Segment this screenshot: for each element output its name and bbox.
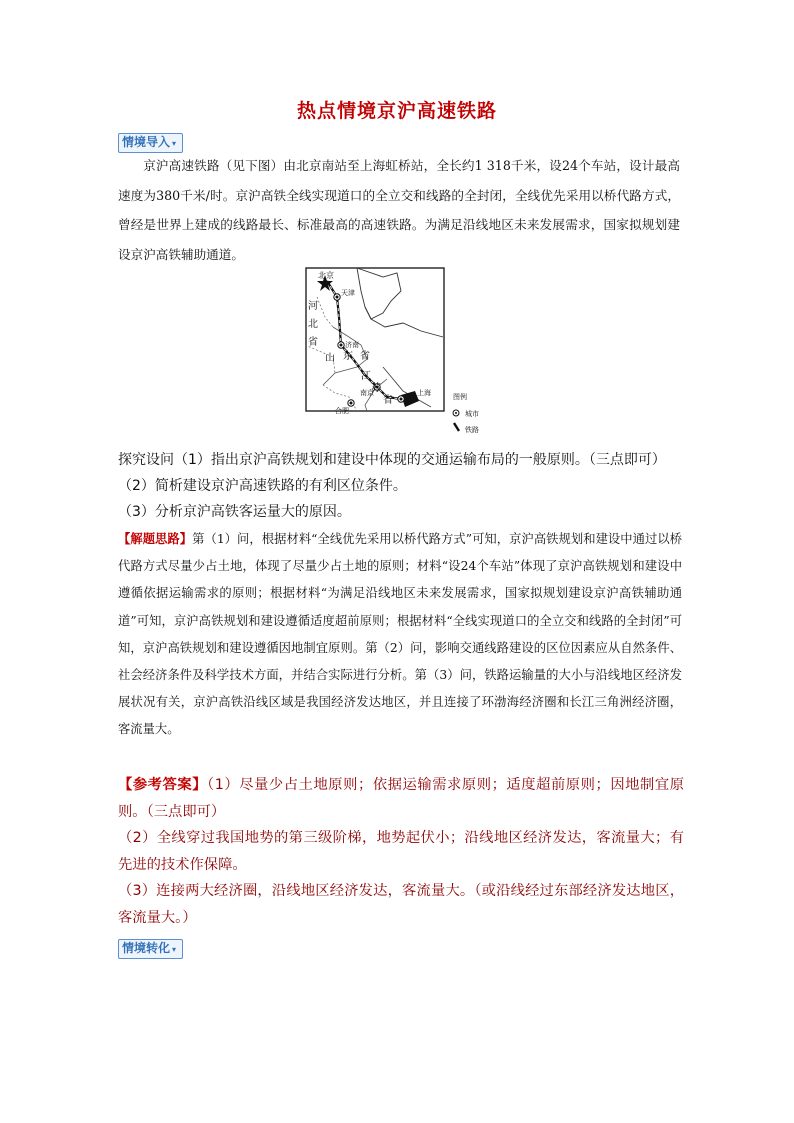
map-label-shan: 山 <box>325 353 335 364</box>
map-label-sheng2: 省 <box>360 351 370 362</box>
map-label-sheng1: 省 <box>308 337 318 348</box>
answer-1: （1）尽量少占土地原则；依据运输需求原则；适度超前原则；因地制宜原则。（三点即可） <box>118 777 684 820</box>
answer-block <box>118 772 684 931</box>
legend-title: 图例 <box>453 393 467 401</box>
map-label-he: 河 <box>308 301 318 312</box>
section-tag-label: 情境转化 <box>122 941 171 955</box>
intro-paragraph <box>118 151 680 269</box>
map-label-nanjing: 南京 <box>360 389 374 397</box>
map-label-bei: 北 <box>308 319 318 330</box>
analysis-label: 【解题思路】 <box>118 532 193 546</box>
rail-map-svg <box>305 267 491 437</box>
map-label-su: 苏 <box>371 383 381 394</box>
map-label-tianjin: 天津 <box>341 289 355 297</box>
legend-city: 城市 <box>465 410 479 418</box>
map-label-sheng3: 省 <box>383 395 393 406</box>
section-tag-label: 情境导入 <box>122 135 171 149</box>
section-tag-intro <box>118 133 183 153</box>
intro-text: 京沪高速铁路（见下图）由北京南站至上海虹桥站，全长约1 318千米，设24个车站，设计最高速度为380千米/时。京沪高铁全线实现道口的全立交和线路的全封闭，全线优先采用以桥代路方式，曾经是世界上建成的线路最长、标准最高的高速铁路。为满足沿线地区未来发展需求，国家拟规划建设京沪高铁辅助通道。 <box>118 158 680 262</box>
map-label-beijing: 北京 <box>318 271 334 280</box>
tag-arrow-icon: ▾ <box>172 945 177 954</box>
map-label-dong: 东 <box>343 351 353 362</box>
map-label-hefei: 合肥 <box>335 407 349 415</box>
answer-label: 【参考答案】 <box>118 777 208 793</box>
rail-map-figure <box>305 267 491 437</box>
map-label-jiang: 江 <box>361 371 371 382</box>
question-3: （3）分析京沪高铁客运量大的原因。 <box>118 504 351 520</box>
map-label-shanghai: 上海 <box>417 389 431 397</box>
question-block <box>118 447 688 525</box>
tag-arrow-icon: ▾ <box>172 139 177 148</box>
section-tag-transform <box>118 939 183 959</box>
answer-3: （3）连接两大经济圈，沿线地区经济发达，客流量大。（或沿线经过东部经济发达地区，客流量大。） <box>118 883 684 926</box>
question-2: （2）简析建设京沪高速铁路的有利区位条件。 <box>118 478 407 494</box>
analysis-text: 第（1）问，根据材料“全线优先采用以桥代路方式”可知，京沪高铁规划和建设中通过以桥代路方式尽量少占土地，体现了尽量少占土地的原则；材料“设24个车站”体现了京沪高铁规划和建设中遵循依据运输需求的原则；根据材料“为满足沿线地区未来发展需求，国家拟规划建设京沪高铁辅助通道”可知，京沪高铁规划和建设遵循适度超前原则；根据材料“全线实现道口的全立交和线路的全封闭”可知，京沪高铁规划和建设遵循因地制宜原则。第（2）问，影响交通线路建设的区位因素应从自然条件、社会经济条件及科学技术方面，并结合实际进行分析。第（3）问，铁路运输量的大小与沿线地区经济发展状况有关，京沪高铁沿线区域是我国经济发达地区，并且连接了环渤海经济圈和长江三角洲经济圈，客流量大。 <box>118 532 682 737</box>
page-title: 热点情境京沪高速铁路 <box>296 100 497 122</box>
question-1: 探究设问（1）指出京沪高铁规划和建设中体现的交通运输布局的一般原则。（三点即可） <box>118 452 666 468</box>
map-label-jinan: 济南 <box>345 341 359 349</box>
legend-rail: 铁路 <box>465 426 479 434</box>
answer-2: （2）全线穿过我国地势的第三级阶梯，地势起伏小；沿线地区经济发达，客流量大；有先进的技术作保障。 <box>118 830 684 873</box>
analysis-block <box>118 526 682 744</box>
